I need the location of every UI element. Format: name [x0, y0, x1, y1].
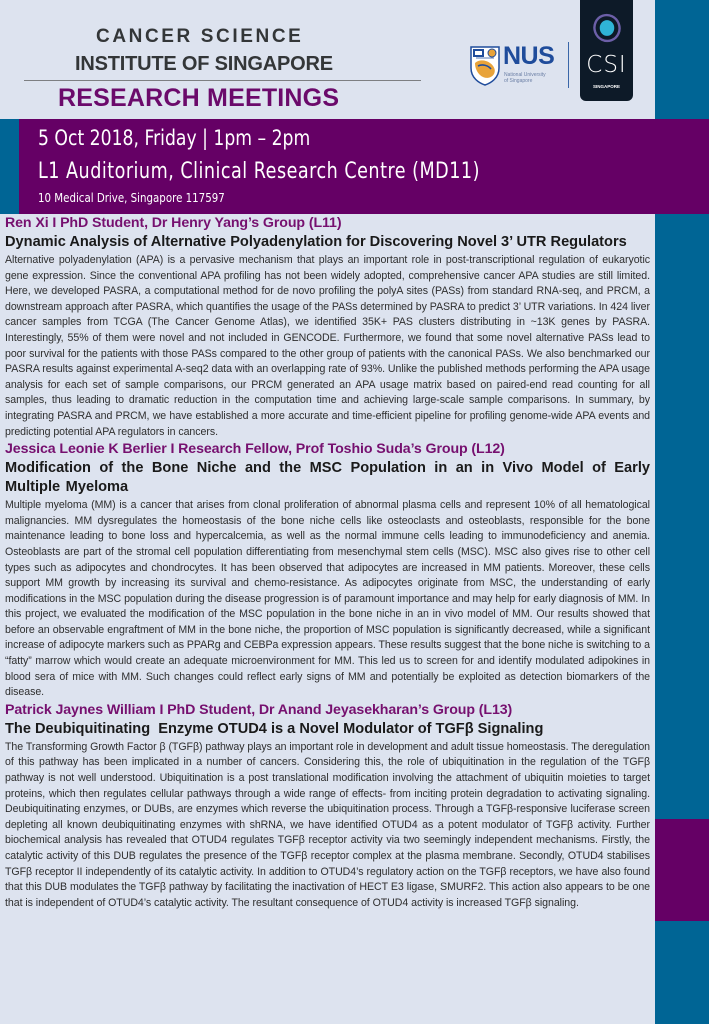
- csi-ring-icon: [592, 13, 622, 43]
- talk-3: [5, 701, 650, 912]
- event-banner: [19, 119, 709, 214]
- talk-abstract: The Transforming Growth Factor β (TGFβ) pathway plays an important role in development and adult tissue homeostasis. The deregulation of this pathway has been implicated in a number of cancers. Considering this, the role of ubiquitination in the regulation of the TGFβ pathway is not well understood. Ubiquitination is a post translational modification involving the attachment of ubiquitin moieties to target proteins, which then regulates cellular pathways through a wide range of effects- from inciting protein degradation to activating signaling. Deubiquitinating enzymes, or DUBs, are enzymes which reverse the ubiquitination process. Through a TGFβ-responsive luciferase screen depleting all known deubiquitinating enzymes with shRNA, we have identified OTUD4 as a potent modulator of TGFβ activity. Further biochemical analysis has revealed that OTUD4 regulates TGFβ receptor activity via two seemingly independent mechanisms. Firstly, the catalytic activity of this DUB regulates the presence of the TGFβ receptor complex at the plasma membrane. Secondly, OTUD4 stabilises TGFβ receptor II independently of its catalytic activity. In addition to OTUD4’s regulatory action on the TGFβ receptors, we have also found that this DUB modulates the TGFβ pathway by facilitating the inactivation of HECT E3 ligase, SMURF2. This action also appears to be one that is independent of OTUD4’s catalytic activity. The resultant consequence of OTUD4 activity is increased TGFβ signaling.: [5, 740, 650, 909]
- talk-speaker: Jessica Leonie K Berlier I Research Fellow, Prof Toshio Suda’s Group (L12): [5, 441, 505, 458]
- csi-logo: [580, 0, 633, 101]
- left-blue-strip: [0, 119, 19, 214]
- talk-1: [5, 214, 650, 440]
- logo-divider: [568, 42, 569, 88]
- nus-shield-icon: [470, 46, 500, 86]
- talk-abstract: Alternative polyadenylation (APA) is a pervasive mechanism that plays an important role in post-transcriptional regulation of eukaryotic gene expression. Since the conventional APA profiling has not been widely adopted, comprehensive cancer APA studies are still limited. Here, we developed PASRA, a computational method for de novo profiling the polyA sites (PASs) from standard RNA-seq, and PRCM, a downstream approach after PASRA, which quantifies the usage of the PASs determined by PASRA to predict 3’ UTR variations. In 424 liver cancer samples from TCGA (The Cancer Genome Atlas), we identified 35K+ PAS clusters distributing in ~13K genes by PASRA. Interestingly, 55% of them were novel and not included in GENCODE. Furthermore, we found that some novel alternative PASs lead to poor survival for the patients with those PASs compared to the other group of patients with the canonical PASs. We also benchmarked our PASRA results against experimental A-seq2 data with an overlapping rate of 93%. Unlike the published methods performing the APA usage analysis for each set of sample comparisons, our PRCM generated an APA usage matrix based on paired-end read counting for all samples, thus leading to dramatic reduction in the computation time and achieving large-scale sample comparisons. In summary, by integrating PASRA and PRCM, we have established a more accurate and time-efficient pipeline for profiling genome-wide APA events and predicting potential APA regulators in cancers.: [5, 254, 650, 438]
- talk-speaker: Patrick Jaynes William I PhD Student, Dr Anand Jeyasekharan’s Group (L13): [5, 701, 513, 718]
- right-purple-strip: [655, 819, 709, 921]
- event-venue: L1 Auditorium, Clinical Research Centre (MD11): [38, 159, 480, 184]
- institute-name-line2: INSTITUTE OF SINGAPORE: [75, 53, 333, 75]
- csi-wordmark: CSI: [586, 52, 627, 78]
- talk-title: Modification of the Bone Niche and the MSC Population in an in Vivo Model of Early Multiple Myeloma: [5, 460, 650, 496]
- talk-title: Dynamic Analysis of Alternative Polyadenylation for Discovering Novel 3’ UTR Regulators: [5, 234, 627, 250]
- institute-name-line1: CANCER SCIENCE: [96, 26, 304, 47]
- right-blue-strip-bottom: [655, 921, 709, 1024]
- event-address: 10 Medical Drive, Singapore 117597: [38, 190, 225, 205]
- csi-subtitle: SINGAPORE: [592, 84, 620, 89]
- nus-logo: [470, 44, 560, 88]
- event-datetime: 5 Oct 2018, Friday | 1pm – 2pm: [38, 126, 311, 150]
- talks-list: [5, 214, 650, 911]
- header-divider: [24, 80, 421, 81]
- nus-subtitle-line1: National University: [504, 72, 546, 78]
- nus-subtitle: [504, 72, 546, 84]
- nus-subtitle-line2: of Singapore: [504, 78, 533, 84]
- talk-title: The Deubiquitinating Enzyme OTUD4 is a Novel Modulator of TGFβ Signaling: [5, 720, 544, 737]
- talk-2: [5, 440, 650, 701]
- page-title: RESEARCH MEETINGS: [58, 84, 340, 112]
- talk-abstract: Multiple myeloma (MM) is a cancer that arises from clonal proliferation of abnormal plasma cells and represent 10% of all hematological malignancies. MM dysregulates the homeostasis of the bone niche cells like osteoclasts and osteoblasts, responsible for the bone maintenance leading to bone loss and hypercalcemia, as well as the normal immune cells leading to immunodeficiency and anemia. Osteoblasts are part of the stromal cell population differentiating from mesenchymal stem cells (MSC). MSC also gives rise to other cell types such as adipocytes and chondrocytes. It has been observed that adipocytes are increased in MM patients. Moreover, these cells support MM growth by increasing its survival and chemo-resistance. As adipocytes originate from MSC, the understanding of early modifications in the MSC population during the disease progression is of paramount importance and may help for early diagnosis of MM. In this project, we evaluated the modification of the MSC population in the bone niche in an in vivo model of MM. Our results showed that before an observable engraftment of MM in the bone niche, the proportion of MSC population is significantly decreased, while a significant increase of adipocyte markers such as PPARg and CEBPa expression appears. These results suggest that the bone niche is switching to a “fatty” marrow which would create an adequate microenvironment for MM. This led us to screen for and identify modulated adipokines in blood sera of mice with MM. Such changes could reflect early signs of MM and potentially be exploited as detection biomarkers of the disease.: [5, 499, 650, 699]
- nus-wordmark: NUS: [503, 42, 555, 70]
- talk-speaker: Ren Xi I PhD Student, Dr Henry Yang’s Group (L11): [5, 215, 342, 231]
